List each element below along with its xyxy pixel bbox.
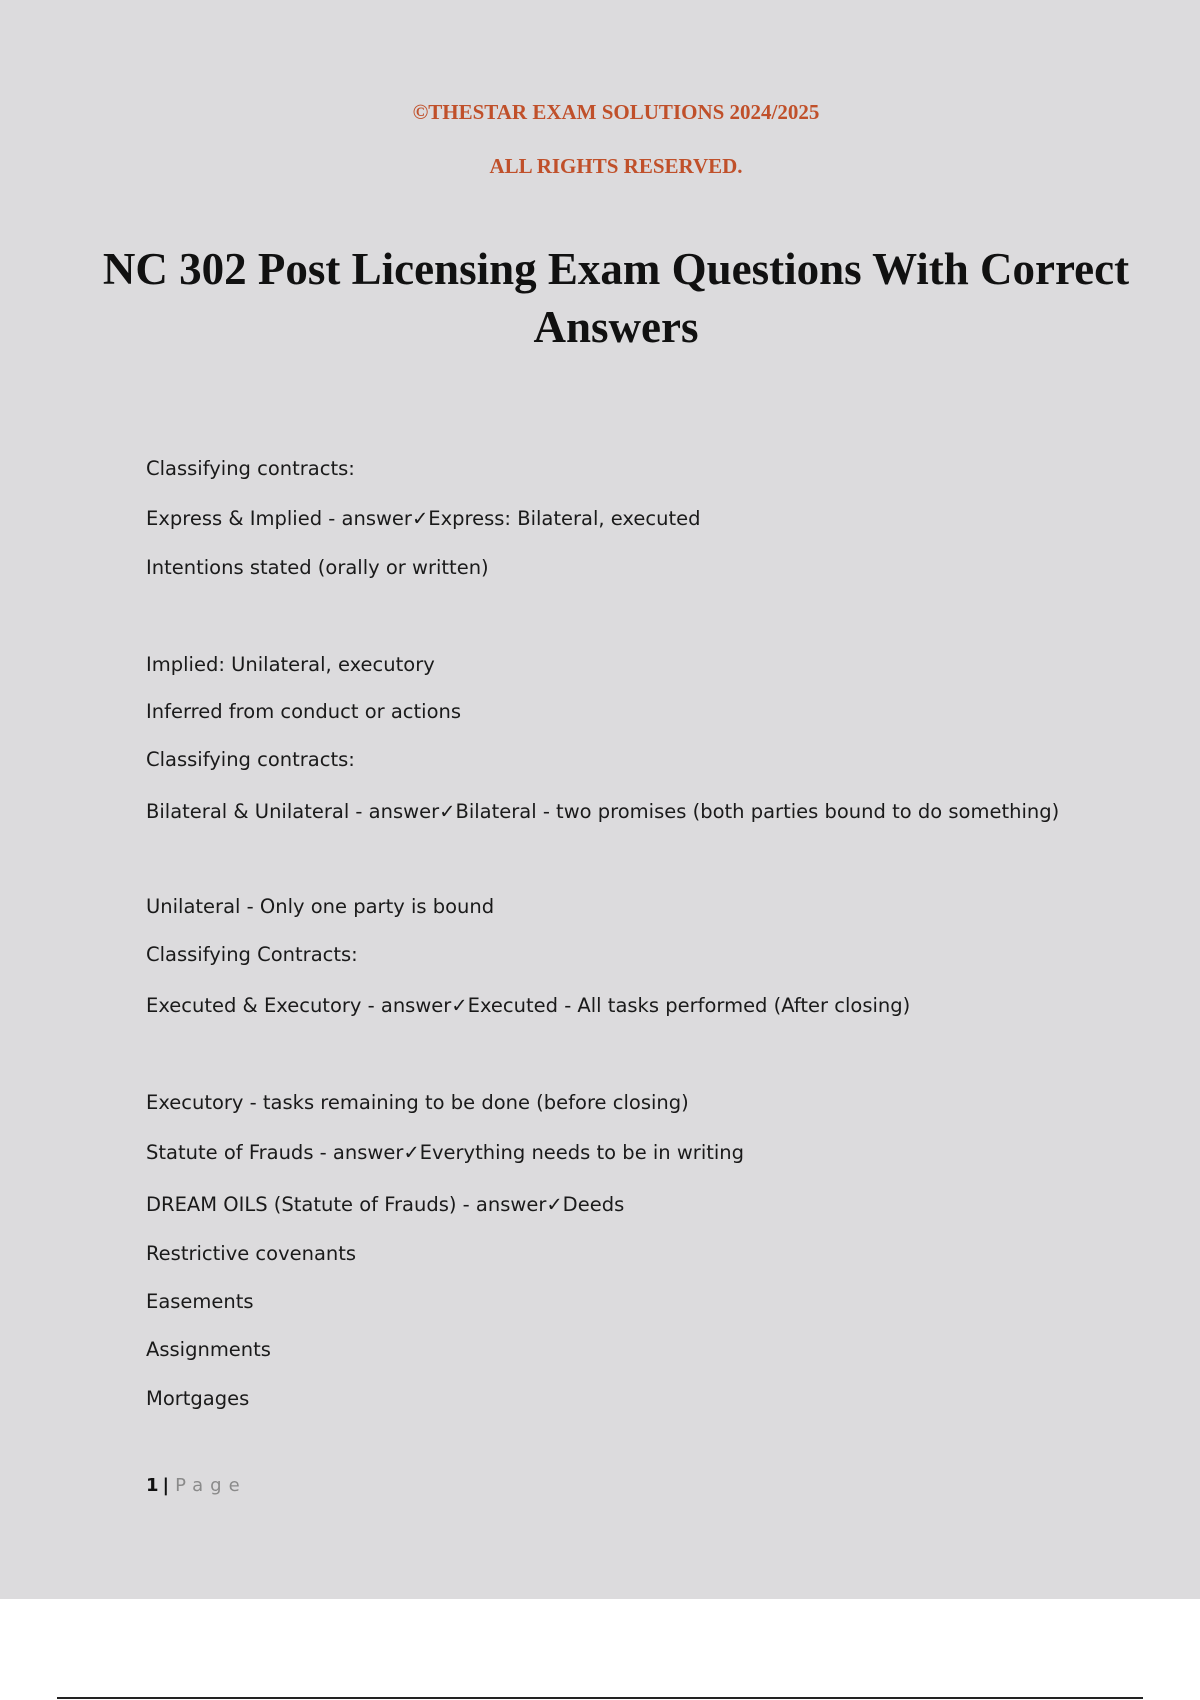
text-line: Assignments [146,1338,271,1361]
page-number: 1 [146,1475,159,1496]
page-separator: | [162,1475,170,1496]
text-line: Executed & Executory - answer✓Executed - All tasks performed (After closing) [146,994,911,1017]
text-line: Classifying Contracts: [146,943,358,966]
text-line: Unilateral - Only one party is bound [146,895,495,918]
text-line: Implied: Unilateral, executory [146,653,435,676]
page-label: Page [175,1475,247,1496]
text-line: Restrictive covenants [146,1242,357,1265]
text-line: Easements [146,1290,254,1313]
page-number-footer [146,1474,247,1498]
text-line: Express & Implied - answer✓Express: Bilateral, executed [146,507,701,530]
text-line: Intentions stated (orally or written) [146,556,489,579]
copyright-header: ©THESTAR EXAM SOLUTIONS 2024/2025 [412,100,820,124]
text-line: Bilateral & Unilateral - answer✓Bilateral - two promises (both parties bound to do something) [146,800,1060,823]
bottom-divider [57,1697,1143,1699]
text-line: Classifying contracts: [146,457,355,480]
text-line: Inferred from conduct or actions [146,700,462,723]
text-line: Classifying contracts: [146,748,355,771]
document-title: NC 302 Post Licensing Exam Questions With Correct Answers [102,244,1130,352]
text-line: Statute of Frauds - answer✓Everything needs to be in writing [146,1141,745,1164]
text-line: DREAM OILS (Statute of Frauds) - answer✓Deeds [146,1193,625,1216]
rights-reserved-header: ALL RIGHTS RESERVED. [489,154,743,178]
text-line: Mortgages [146,1387,250,1410]
text-line: Executory - tasks remaining to be done (before closing) [146,1091,689,1114]
